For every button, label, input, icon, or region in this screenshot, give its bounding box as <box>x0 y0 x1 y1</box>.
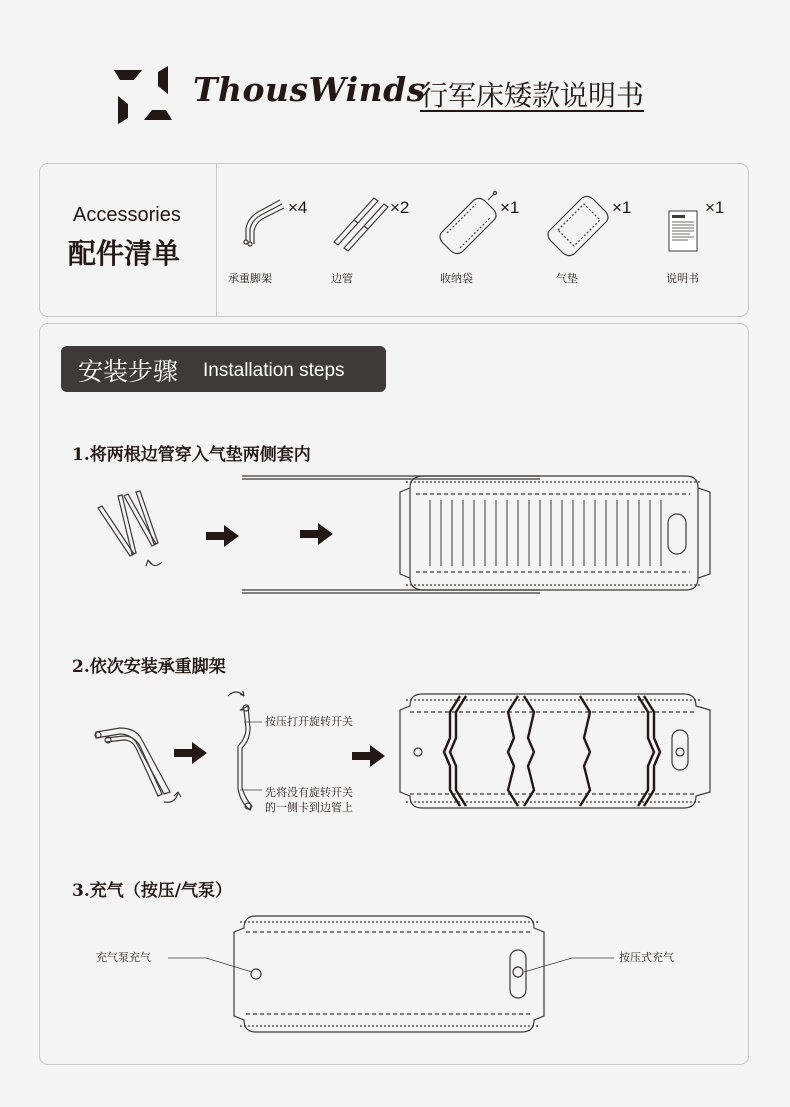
step-3-title: 3.充气（按压/气泵） <box>72 881 232 901</box>
acc-qty-manual: ×1 <box>705 198 725 217</box>
arrow-right-icon <box>174 741 208 765</box>
callout-pump: 充气泵充气 <box>96 951 151 964</box>
callout-lines <box>240 712 264 812</box>
acc-label-pole: 边管 <box>331 272 353 285</box>
callout-press: 按压式充气 <box>619 951 674 964</box>
step-2-title: 2.依次安装承重脚架 <box>72 657 226 677</box>
air-mattress-icon <box>546 192 612 256</box>
page-title: 行军床矮款说明书 <box>420 79 645 112</box>
acc-qty-mattress: ×1 <box>612 198 632 217</box>
leg-bracket-closeup-icon <box>92 720 184 804</box>
step-1-title: 1.将两根边管穿入气垫两侧套内 <box>72 445 311 465</box>
accessories-heading-zh: 配件清单 <box>68 237 181 270</box>
mattress-with-legs-diagram <box>394 690 716 818</box>
accessories-heading-en: Accessories <box>73 204 181 226</box>
acc-qty-leg: ×4 <box>288 198 308 217</box>
callout-lines <box>168 954 618 978</box>
arrow-right-icon <box>206 524 240 548</box>
note-press-switch: 按压打开旋转开关 <box>265 715 353 728</box>
manual-icon <box>668 210 700 254</box>
leg-bracket-icon <box>240 196 286 252</box>
brand-name: ThousWinds <box>193 70 426 109</box>
acc-qty-pole: ×2 <box>390 198 410 217</box>
acc-label-mattress: 气垫 <box>556 272 578 285</box>
arrow-right-icon <box>352 744 386 768</box>
acc-label-manual: 说明书 <box>666 272 699 285</box>
side-pole-icon <box>330 194 390 252</box>
acc-label-leg: 承重脚架 <box>228 272 272 285</box>
folded-poles-icon <box>96 488 166 574</box>
acc-label-bag: 收纳袋 <box>440 272 473 285</box>
installation-heading-zh: 安装步骤 <box>78 357 179 386</box>
note-clip-first: 先将没有旋转开关 的一侧卡到边管上 <box>265 786 353 814</box>
brand-logo-icon <box>112 64 174 126</box>
storage-bag-icon <box>438 192 502 256</box>
accessories-divider <box>216 164 217 316</box>
mattress-with-poles-diagram <box>240 470 716 600</box>
acc-qty-bag: ×1 <box>500 198 520 217</box>
installation-heading-en: Installation steps <box>203 360 345 381</box>
